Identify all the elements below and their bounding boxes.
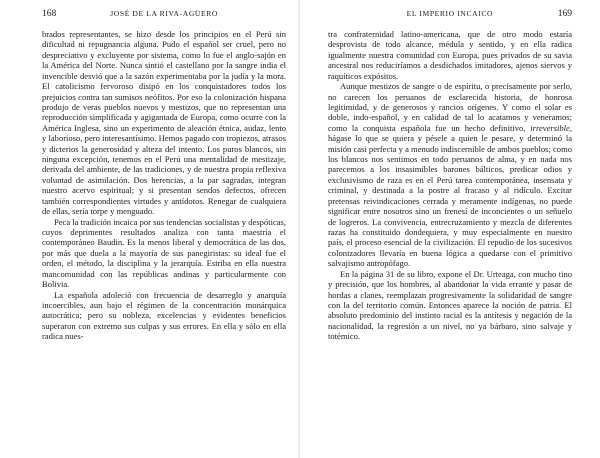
left-page — [10, 0, 300, 458]
left-paragraph-2: Peca la tradición incaica por sus tendencias socialistas y despóticas, cuyos deprimentes resultados analiza con tanta maestría el contemporáneo Baudin. Es la menos liberal y democrática de las dos, por más que duela a la mayoría de sus panegiristas: su ideal fue el orden, el método, la disciplina y la jerarquía. Estriba en ella nuestra mancomunidad con las repúblicas andinas y particularmente con Bolivia. — [42, 216, 286, 290]
right-paragraph-1: tra confraternidad latino-americana, que de otro modo estaría desprovista de todo alcance, médula y sentido, y en ella radica igualmente nuestra comunidad con Europa, pues privados de su savia ancestral nos reduciríamos a desdichados imitadores, ajenos siervos y raquíticos expósitos. — [328, 29, 572, 81]
left-paragraph-1: brados representantes, se hizo desde los principios en el Perú sin dificultad ni repugnancia alguna. Pudo el español ser cruel, pero no despreciativo y excluyente por sistema, como lo fue el anglo-sajón en la América del Norte. Nunca sintió el castellano por la sangre india el invencible desvió que a la sazón experimentaba por la judía y la mora. El catolicismo fervoroso disipó en los conquistadores todos los prejuicios contra tan sumisos neófitos. Por eso la colonización hispana produjo de veras pueblos nuevos y mestizos, que no representan una reproducción simplificada y agigantada de Europa, como ocurre con la América Inglesa, sino un experimento de aleación étnica, audaz, lento y laborioso, pero interesantísimo. Hemos pagado con tropiezos, atrasos y dicterios la generosidad y alteza del intento. Los puros blancos, sin ninguna excepción, tenemos en el Perú una mentalidad de mestizaje, derivada del ambiente, de las tradiciones, y de nuestra propia reflexiva voluntad de asimilación. Dos herencias, a la par sagradas, integran nuestro acervo espiritual; y si presentan sendos defectos, ofrecen también correspondientes virtudes y antídotos. Renegar de cualquiera de ellas, sería torpe y menguado. — [42, 29, 286, 217]
right-page-body — [328, 29, 572, 342]
left-paragraph-3: La española adoleció con frecuencia de desarreglo y anarquía incoercibles, aun bajo el régimen de la concentración monárquica autocrática; pero su nobleza, excelencias y evidentes beneficios superaron con extremo sus culpas y sus errores. En ella y sólo en ella radica nues- — [42, 289, 286, 342]
left-page-header — [42, 9, 286, 25]
right-page — [300, 0, 590, 458]
left-page-number: 168 — [42, 9, 57, 19]
left-running-head: JOSÉ DE LA RIVA-AGÜERO — [110, 9, 219, 18]
right-paragraph-2: Aunque mestizos de sangre o de espíritu, o precisamente por serlo, no carecen los peruanos de esclarecida historia, de honrosa legitimidad, y de generosos y rancios orígenes. Y como el solar es doble, indo-español, y en calidad de tal lo acatamos y veneramos; como la conquista española fue un hecho definitivo, irreversible, hágase lo que se quiera y pésele a quien le pesare, y determinó la misión casi perfecta y a menudo indiscernible de ambos pueblos; como los blancos nos sentimos en todo peruanos de alma, y en nada nos parecemos a los insasimibles barones bálticos, predicar odios y exclusivismo de raza es en el Perú tarea contemporánea, insensata y criminal, y destinada a la postre al fracaso y al ridículo. Excitar pretensas reivindicaciones cerrada y meramente indígenas, no puede significar entre nosotros sino un frenesí de inconcientes o un señuelo de logreros. La convivencia, entrecruzamiento y mezcla de diferentes razas ha constituido dondequiera, y muy especialmente en nuestro país, el proceso esencial de la civilización. El repudio de los sucesivos colonizadores llevaría en buena lógica a quedarse con el primitivo salvajismo antropófago. — [328, 81, 572, 269]
right-paragraph-3: En la página 31 de su libro, expone el Dr. Urteaga, con mucho tino y precisión, que los hombres, al abandonar la vida errante y pasar de hordas a clanes, reemplazan progresivamente la solidaridad de sangre con la del territorio común. Entonces aparece la noción de patria. El absoluto predominio del instinto racial es la antítesis y negación de la nacionalidad, la regresión a un nivel, no ya bárbaro, sino salvaje y totémico. — [328, 268, 572, 342]
right-running-head: EL IMPERIO INCAICO — [406, 9, 494, 18]
right-page-number: 169 — [557, 9, 572, 19]
left-page-body — [42, 29, 286, 342]
right-page-header — [328, 9, 572, 25]
